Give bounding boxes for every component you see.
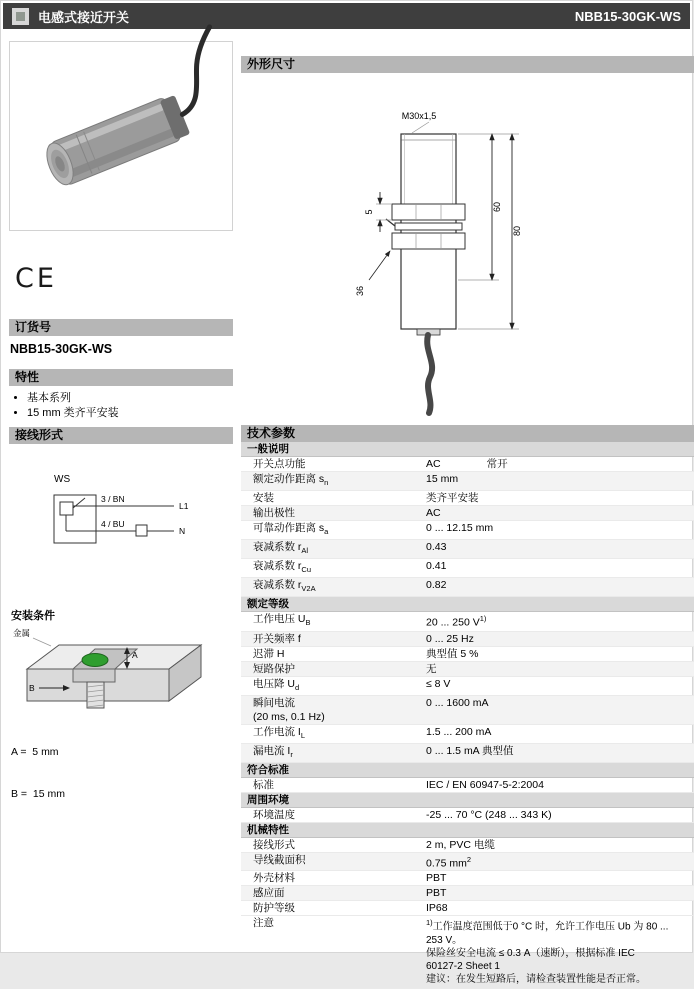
spec-value: -25 ... 70 °C (248 ... 343 K) bbox=[426, 808, 552, 821]
spec-row bbox=[241, 725, 694, 744]
spec-value: 20 ... 250 $V^{1)}$ bbox=[426, 614, 487, 629]
spec-row bbox=[241, 491, 694, 506]
spec-row bbox=[241, 744, 694, 763]
model-title: NBB15-30GK-WS bbox=[574, 8, 681, 24]
dim-5-label: 5 bbox=[364, 209, 374, 215]
spec-label: 工作电流 $I_L$ bbox=[253, 725, 306, 740]
rail-bottom-label: N bbox=[179, 526, 186, 536]
legend-b: B = 15 mm bbox=[11, 788, 65, 800]
spec-row bbox=[241, 647, 694, 662]
wiring-variant-label: WS bbox=[54, 474, 71, 485]
spec-row bbox=[241, 808, 694, 823]
spec-label: 外壳材料 bbox=[253, 872, 295, 885]
features-section-title: 特性 bbox=[9, 369, 233, 386]
spec-label: 防护等级 bbox=[253, 902, 295, 915]
spec-value: 0 ... 1.5 mA 典型值 bbox=[426, 744, 514, 757]
spec-value: 0 ... 25 Hz bbox=[426, 632, 474, 645]
order-number: NBB15-30GK-WS bbox=[10, 342, 113, 356]
product-photo-illustration bbox=[10, 42, 232, 230]
thread-size-label: M30x1,5 bbox=[401, 111, 437, 121]
dim-80-label: 80 bbox=[512, 225, 522, 237]
dim-a-label: A bbox=[132, 650, 138, 660]
spec-row bbox=[241, 901, 694, 916]
spec-label: 迟滞 H bbox=[253, 647, 285, 660]
feature-item: • 15 mm 类齐平安装 bbox=[27, 406, 233, 421]
spec-label: 短路保护 bbox=[253, 662, 295, 675]
dim-b-label: B bbox=[29, 683, 35, 693]
spec-section-heading: 机械特性 bbox=[241, 823, 694, 838]
spec-value: $^{1)}$工作温度范围低于0 °C 时，允许工作电压 Ub 为 80 ... 253 V。 保险丝安全电流 ≤ 0.3 A（速断），根据标准 IEC 60127-2 Sheet 1 建议：在发生短路后，请检查装置性能是否正常。 bbox=[426, 918, 669, 985]
spec-section-heading: 周围环境 bbox=[241, 793, 694, 808]
mounting-diagram bbox=[9, 625, 219, 711]
spec-row bbox=[241, 696, 694, 725]
wiring-diagram bbox=[9, 449, 233, 574]
spec-row bbox=[241, 559, 694, 578]
wire-top-label: 3 / BN bbox=[101, 494, 125, 504]
spec-value: AC bbox=[426, 507, 441, 520]
spec-label: 瞬间电流 (20 ms, 0.1 Hz) bbox=[253, 696, 325, 723]
spec-value: AC 常开 bbox=[426, 458, 508, 470]
ce-mark: CE bbox=[15, 263, 57, 294]
spec-label: 开关点功能 bbox=[253, 458, 306, 470]
spec-row bbox=[241, 578, 694, 597]
spec-value: 0.75 $mm^2$ bbox=[426, 854, 472, 870]
header-bar bbox=[3, 3, 690, 29]
spec-value: 0.82 bbox=[426, 579, 447, 592]
spec-label: 环境温度 bbox=[253, 808, 295, 821]
order-section-title: 订货号 bbox=[9, 319, 233, 336]
spec-section-heading: 一般说明 bbox=[241, 442, 694, 457]
spec-label: 开关频率 f bbox=[253, 632, 301, 645]
brand-cube-icon bbox=[12, 8, 29, 25]
spec-value-secondary: 常开 bbox=[486, 458, 508, 470]
spec-row bbox=[241, 612, 694, 631]
spec-row bbox=[241, 838, 694, 853]
dim-36-label: 36 bbox=[355, 285, 365, 297]
spec-value: 无 bbox=[426, 662, 437, 675]
spec-row bbox=[241, 853, 694, 872]
spec-value: 15 mm bbox=[426, 473, 459, 485]
metal-label: 金属 bbox=[13, 628, 31, 638]
rail-top-label: L1 bbox=[179, 501, 189, 511]
dimensions-section-title: 外形尺寸 bbox=[241, 56, 694, 73]
spec-value: 1.5 ... 200 mA bbox=[426, 725, 492, 738]
feature-item: • 基本系列 bbox=[27, 391, 233, 406]
spec-row bbox=[241, 662, 694, 677]
sensor-face bbox=[82, 654, 108, 667]
spec-label: 输出极性 bbox=[253, 507, 295, 520]
spec-value: 0 ... 12.15 mm bbox=[426, 522, 494, 535]
spec-row bbox=[241, 871, 694, 886]
spec-row bbox=[241, 632, 694, 647]
spec-label: 注意 bbox=[253, 917, 274, 930]
spec-value: IEC / EN 60947-5-2:2004 bbox=[426, 778, 544, 791]
wiring-section-title: 接线形式 bbox=[9, 427, 233, 444]
spec-label: 标准 bbox=[253, 778, 274, 791]
legend-a: A = 5 mm bbox=[11, 746, 59, 758]
spec-label: 额定动作距离 $s_n$ bbox=[253, 473, 329, 488]
dimension-drawing bbox=[291, 79, 591, 419]
spec-row bbox=[241, 521, 694, 540]
product-photo-box bbox=[9, 41, 233, 231]
spec-value: 0.43 bbox=[426, 541, 447, 554]
spec-value: PBT bbox=[426, 872, 447, 885]
dim-60-label: 60 bbox=[492, 201, 502, 213]
spec-value: IP68 bbox=[426, 902, 448, 915]
mounting-legend bbox=[11, 717, 65, 829]
mounting-section-title: 安装条件 bbox=[11, 610, 55, 622]
spec-row bbox=[241, 506, 694, 521]
wire-bottom-label: 4 / BU bbox=[101, 519, 125, 529]
spec-value: 类齐平安装 bbox=[426, 492, 479, 505]
spec-value: ≤ 8 V bbox=[426, 677, 451, 690]
spec-row bbox=[241, 677, 694, 696]
spec-row bbox=[241, 457, 694, 472]
spec-row bbox=[241, 778, 694, 793]
spec-label: 安装 bbox=[253, 492, 274, 505]
spec-label: 感应面 bbox=[253, 887, 285, 900]
spec-row bbox=[241, 540, 694, 559]
spec-section-heading: 符合标准 bbox=[241, 763, 694, 778]
product-type-title: 电感式接近开关 bbox=[38, 9, 130, 25]
spec-label: 电压降 $U_d$ bbox=[253, 677, 300, 692]
spec-label: 工作电压 $U_B$ bbox=[253, 613, 311, 628]
spec-label: 导线截面积 bbox=[253, 853, 306, 866]
spec-value: 典型值 5 % bbox=[426, 647, 479, 660]
specs-section-title: 技术参数 bbox=[241, 425, 694, 442]
spec-label: 可靠动作距离 $s_a$ bbox=[253, 522, 329, 537]
spec-label: 衰减系数 $r_{Al}$ bbox=[253, 541, 309, 556]
spec-label: 衰减系数 $r_{V2A}$ bbox=[253, 579, 316, 594]
specs-table bbox=[241, 442, 694, 989]
spec-value: 0 ... 1600 mA bbox=[426, 696, 489, 709]
spec-section-heading: 额定等级 bbox=[241, 597, 694, 612]
spec-label: 衰减系数 $r_{Cu}$ bbox=[253, 560, 312, 575]
spec-value: PBT bbox=[426, 887, 447, 900]
spec-value: 2 m, PVC 电缆 bbox=[426, 838, 495, 851]
spec-label: 漏电流 $I_r$ bbox=[253, 744, 293, 759]
spec-label: 接线形式 bbox=[253, 838, 295, 851]
features-list bbox=[9, 389, 233, 421]
spec-value: 0.41 bbox=[426, 560, 447, 573]
brand-cube-inner-icon bbox=[16, 12, 25, 21]
spec-row bbox=[241, 472, 694, 491]
spec-row bbox=[241, 916, 694, 988]
spec-row bbox=[241, 886, 694, 901]
